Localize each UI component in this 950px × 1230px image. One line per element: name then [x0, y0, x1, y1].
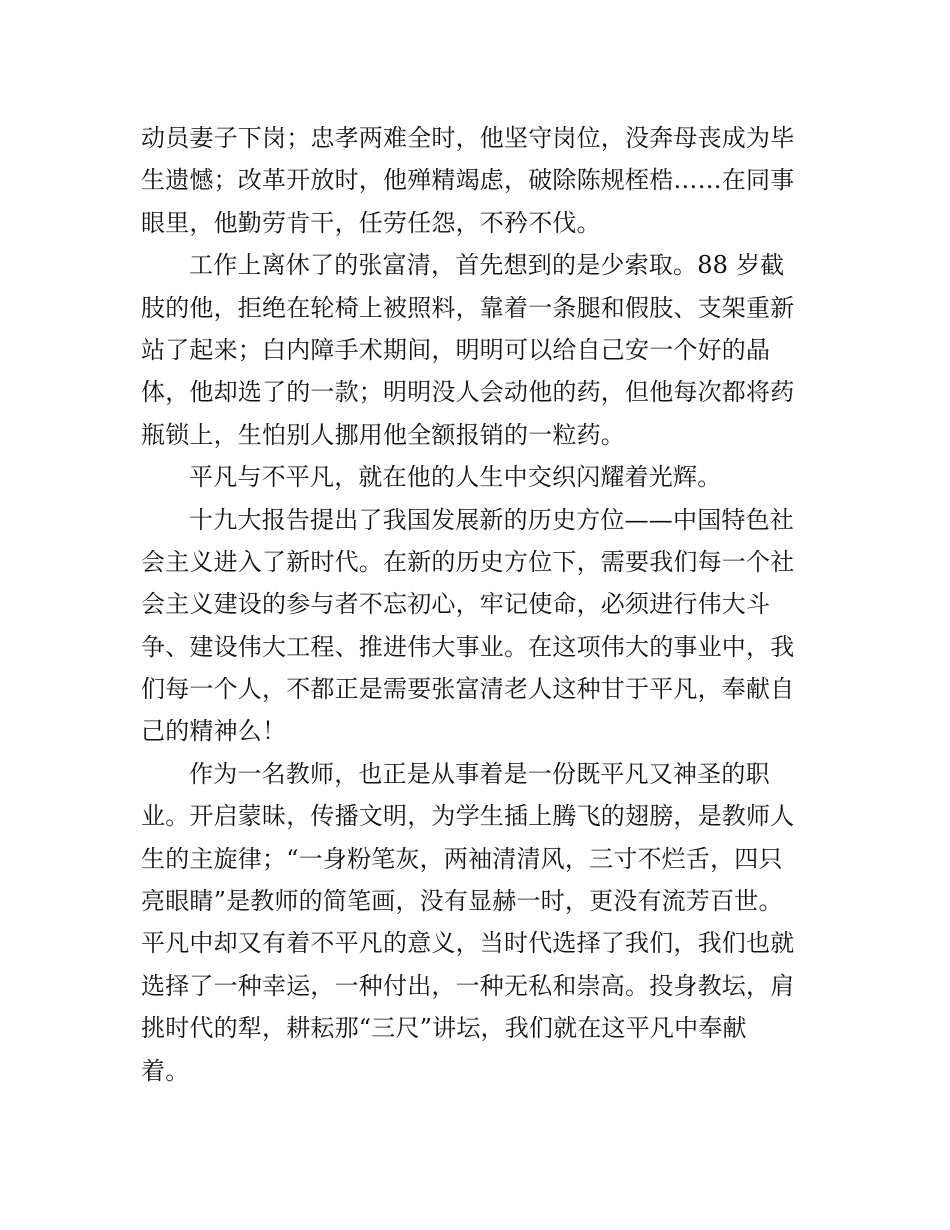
text-line: 站了起来；白内障手术期间，明明可以给自己安一个好的晶	[141, 335, 771, 364]
text-line: 会主义进入了新时代。在新的历史方位下，需要我们每一个社	[141, 547, 795, 576]
text-line: 十九大报告提出了我国发展新的历史方位——中国特色社	[189, 505, 794, 534]
paragraph-1	[141, 117, 811, 244]
text-line: 瓶锁上，生怕别人挪用他全额报销的一粒药。	[141, 420, 625, 449]
text-line: 挑时代的犁，耕耘那“三尺”讲坛，我们就在这平凡中奉献	[141, 1014, 747, 1043]
text-line: 动员妻子下岗；忠孝两难全时，他坚守岗位，没奔母丧成为毕	[141, 124, 795, 152]
text-line: 肢的他，拒绝在轮椅上被照料，靠着一条腿和假肢、支架重新	[141, 293, 795, 322]
paragraph-5	[141, 753, 811, 1092]
text-line: 生遗憾；改革开放时，他殚精竭虑，破除陈规桎梏……在同事	[141, 166, 795, 195]
document-body	[141, 117, 811, 1092]
text-line: 们每一个人，不都正是需要张富清老人这种甘于平凡，奉献自	[141, 675, 795, 704]
text-line: 平凡中却又有着不平凡的意义，当时代选择了我们，我们也就	[141, 929, 795, 958]
paragraph-2	[141, 244, 811, 456]
text-line: 眼里，他勤劳肯干，任劳任怨，不矜不伐。	[141, 208, 601, 237]
text-line: 作为一名教师，也正是从事着是一份既平凡又神圣的职	[189, 759, 770, 788]
text-line: 己的精神么！	[141, 717, 287, 746]
text-line: 争、建设伟大工程、推进伟大事业。在这项伟大的事业中，我	[141, 632, 795, 661]
text-line: 生的主旋律；“一身粉笔灰，两袖清清风，三寸不烂舌，四只	[141, 844, 783, 873]
text-line: 着。	[141, 1056, 190, 1085]
text-line: 平凡与不平凡，就在他的人生中交织闪耀着光辉。	[189, 463, 722, 492]
text-line: 会主义建设的参与者不忘初心，牢记使命，必须进行伟大斗	[141, 590, 771, 619]
text-line: 工作上离休了的张富清，首先想到的是少索取。88 岁截	[189, 251, 785, 280]
text-line: 选择了一种幸运，一种付出，一种无私和崇高。投身教坛，肩	[141, 971, 795, 1000]
text-line: 体，他却选了的一款；明明没人会动他的药，但他每次都将药	[141, 378, 795, 407]
text-line: 业。开启蒙昧，传播文明，为学生插上腾飞的翅膀，是教师人	[141, 802, 795, 831]
paragraph-4	[141, 499, 811, 753]
paragraph-3	[141, 456, 811, 498]
text-line: 亮眼睛”是教师的简笔画，没有显赫一时，更没有流芳百世。	[141, 887, 783, 916]
